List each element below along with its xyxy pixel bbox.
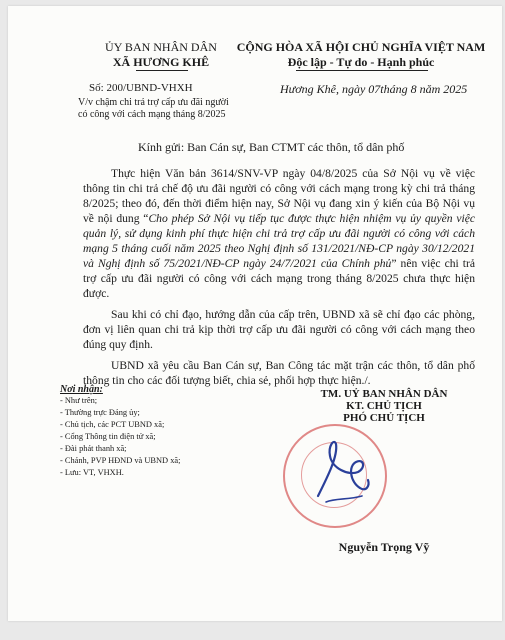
recipient-item: - Chủ tịch, các PCT UBND xã; [60, 420, 165, 429]
document-number: Số: 200/UBND-VHXH [89, 82, 193, 94]
signature-line1: TM. UỶ BAN NHÂN DÂN [320, 388, 448, 400]
recipient-item: - Đài phát thanh xã; [60, 444, 127, 453]
date-month: 8 [410, 82, 417, 96]
national-motto: Độc lập - Tự do - Hạnh phúc [287, 55, 435, 69]
national-title: CỘNG HÒA XÃ HỘI CHỦ NGHĨA VIỆT NAM [236, 40, 486, 54]
paragraph-2: Sau khi có chỉ đạo, hướng dẫn của cấp trên, UBND xã sẽ chỉ đạo các phòng, đơn vị liên quan chi trả kịp thời trợ cấp ưu đãi người có công với cách mạng theo đúng quy định. [83, 308, 475, 351]
paragraph-3: UBND xã yêu cầu Ban Cán sự, Ban Công tác mặt trận các thôn, tổ dân phố thông tin cho các đối tượng biết, chia sẻ, phối hợp thực hiện./. [83, 359, 475, 387]
recipient-line: Kính gửi: Ban Cán sự, Ban CTMT các thôn, tổ dân phố [138, 140, 405, 154]
recipient-item: - Lưu: VT, VHXH. [60, 468, 124, 477]
national-header [230, 40, 492, 70]
recipient-item: - Thường trực Đảng ủy; [60, 408, 140, 417]
signature-line2: KT. CHỦ TỊCH [346, 400, 422, 412]
issuer-line1: ỦY BAN NHÂN DÂN [105, 40, 217, 54]
paragraph-1: Thực hiện Văn bản 3614/SNV-VP ngày 04/8/2025 của Sở Nội vụ về việc thông tin chi trả chế độ ưu đãi người có công với cách mạng trong kỳ chi trả tháng 8/2025; theo đó, đến thời điểm hiện nay, Sở Nội vụ đang xin ý kiến của Bộ Nội vụ về nội dung “Cho phép Sở Nội vụ tiếp tục được thực hiện nhiệm vụ ủy quyền việc quản lý, sử dụng kinh phí thực hiện chi trả trợ cấp ưu đãi người có công với cách mạng 5 tháng cuối năm 2025 theo Nghị định số 131/2021/NĐ-CP ngày 30/12/2021 và Nghị định số 75/2021/NĐ-CP ngày 24/7/2021 của Chính phủ” nên việc chi trả trợ cấp ưu đãi người có công với cách mạng trong tháng 8/2025 chưa thực hiện được. [83, 167, 475, 300]
issuer-line2: XÃ HƯƠNG KHÊ [112, 55, 210, 69]
recipients-title: Nơi nhận: [60, 384, 103, 395]
date-day: 07 [368, 82, 381, 96]
document-page [8, 6, 502, 621]
handwritten-signature-icon [308, 436, 378, 516]
issue-date: Hương Khê, ngày 07tháng 8 năm 2025 [280, 82, 468, 96]
recipient-item: - Như trên; [60, 396, 98, 405]
subject-summary: V/v chậm chi trả trợ cấp ưu đãi người có công với cách mạng tháng 8/2025 [78, 97, 229, 120]
signature-block [304, 388, 464, 424]
signer-name: Nguyễn Trọng Vỹ [338, 540, 430, 554]
motto-underline [296, 70, 428, 71]
recipients-block [60, 384, 230, 479]
recipient-item: - Cổng Thông tin điện tử xã; [60, 432, 156, 441]
issuer-underline [136, 70, 188, 71]
number-value: 200 [106, 82, 123, 94]
issuer-block [86, 40, 236, 70]
recipient-item: - Chánh, PVP HĐND và UBND xã; [60, 456, 181, 465]
body-text [83, 166, 475, 388]
signature-line3: PHÓ CHỦ TỊCH [343, 412, 425, 424]
